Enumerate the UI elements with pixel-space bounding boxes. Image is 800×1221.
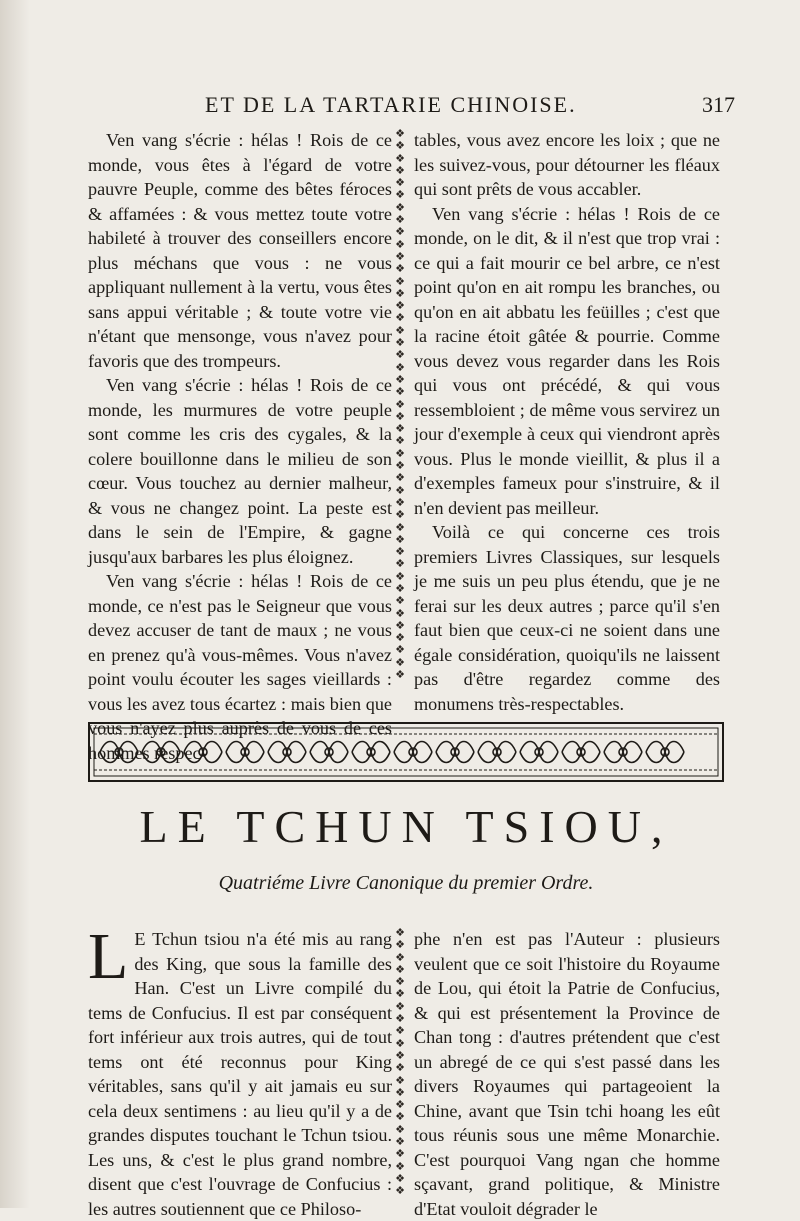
decorative-ornament-band bbox=[88, 722, 724, 782]
column-top-left bbox=[88, 128, 392, 765]
column-bottom-right bbox=[414, 927, 720, 1221]
column-divider-ornament: ❖ ❖ ❖ ❖ ❖ ❖ ❖ ❖ ❖ ❖ ❖ ❖ ❖ ❖ ❖ ❖ ❖ ❖ ❖ ❖ ❖ ❖ ❖ ❖ ❖ ❖ ❖ ❖ ❖ ❖ ❖ ❖ ❖ ❖ ❖ ❖ ❖ ❖ ❖ ❖ ❖ ❖ ❖ ❖ ❖ bbox=[395, 128, 405, 682]
running-title: ET DE LA TARTARIE CHINOISE. bbox=[205, 92, 577, 117]
page-gutter-shadow bbox=[0, 0, 30, 1208]
chapter-subtitle: Quatriéme Livre Canonique du premier Ordre. bbox=[218, 872, 594, 894]
paragraph: Ven vang s'écrie : hélas ! Rois de ce monde, vous êtes à l'égard de votre pauvre Peuple, comme des bêtes féroces & affamées : & vous mettez toute votre habileté à trouver des conseillers encore plus méchans que vous : ne vous appliquant nullement à la vertu, vous êtes sans appui véritable ; & toute votre vie n'étant que mensonge, vous n'avez pour favoris que des trompeurs. bbox=[88, 130, 392, 371]
column-top-right bbox=[414, 128, 720, 716]
column-bottom-left bbox=[88, 920, 392, 1221]
paragraph bbox=[88, 920, 392, 1221]
paragraph-text: E Tchun tsiou n'a été mis au rang des King, que sous la famille des Han. C'est un Livre compilé du tems de Confucius. Il est par conséquent fort inférieur aux trois autres, qui de tout tems ont été reconnus pour King véritables, sans qu'il y ait jamais eu sur cela deux sentimens : au lieu qu'il y a de grandes disputes touchant le Tchun tsiou. Les uns, & c'est le plus grand nombre, disent que c'est l'ouvrage de Confucius : les autres soutiennent que ce Philoso- bbox=[88, 929, 392, 1219]
column-divider-ornament: ❖ ❖ ❖ ❖ ❖ ❖ ❖ ❖ ❖ ❖ ❖ ❖ ❖ ❖ ❖ ❖ ❖ ❖ ❖ ❖ ❖ ❖ bbox=[395, 927, 405, 1198]
page-number: 317 bbox=[702, 92, 735, 117]
paragraph: Ven vang s'écrie : hélas ! Rois de ce monde, les murmures de votre peuple sont comme les cris des cygales, & la colere bouillonne dans le milieu de son cœur. Vous touchez au dernier malheur, & vous ne changez point. La peste est dans le sein de l'Empire, & gagne jusqu'aux barbares les plus éloignez. bbox=[88, 375, 392, 567]
paragraph: Ven vang s'écrie : hélas ! Rois de ce monde, on le dit, & il n'est que trop vrai : ce qui a fait mourir ce bel arbre, ce n'est point qu'on en ait rompu les branches, ou qu'on en ait abbatu les feüilles ; c'est que la racine étoit gâtée & pourrie. Comme vous devez vous regarder dans les Rois qui vous ont précédé, & qui vous ressembloient ; de même vous servirez un jour d'exemple à ceux qui viendront après vous. Plus le monde vieillit, & plus il a d'exemples fameux pour s'instruire, & il n'en devient pas meilleur. bbox=[414, 203, 720, 518]
chapter-title: LE TCHUN TSIOU, bbox=[139, 801, 673, 852]
paragraph: Ven vang s'écrie : hélas ! Rois de ce monde, ce n'est pas le Seigneur que vous devez accuser de tant de maux ; ne vous en prenez qu'à vous-mêmes. Vous n'avez point voulu écouter les sages vieillards : vous les avez tous écartez : mais bien que vous n'ayez plus auprès de vous de ces hommes respec- bbox=[88, 571, 392, 763]
drop-cap: L bbox=[88, 920, 129, 993]
paragraph: tables, vous avez encore les loix ; que ne les suivez-vous, pour détourner les fléaux qui sont prêts de vous accabler. bbox=[414, 130, 720, 199]
paragraph: phe n'en est pas l'Auteur : plusieurs veulent que ce soit l'histoire du Royaume de Lou, qui étoit la Patrie de Confucius, & qui est présentement la Province de Chan tong : d'autres prétendent que c'est un abregé de ce qui s'est passé dans les divers Royaumes qui partageoient la Chine, avant que Tsin tchi hoang les eût tous réunis sous une même Monarchie. C'est pourquoi Vang ngan che homme sçavant, grand politique, & Ministre d'Etat vouloit dégrader le bbox=[414, 929, 720, 1219]
paragraph: Voilà ce qui concerne ces trois premiers Livres Classiques, sur lesquels je me suis un peu plus étendu, que je ne ferai sur les deux autres ; parce qu'il s'en faut bien que ceux-ci ne soient dans une égale considération, quoiqu'ils ne laissent pas d'être regardez comme des monumens très-respectables. bbox=[414, 522, 720, 714]
running-head bbox=[205, 92, 735, 122]
